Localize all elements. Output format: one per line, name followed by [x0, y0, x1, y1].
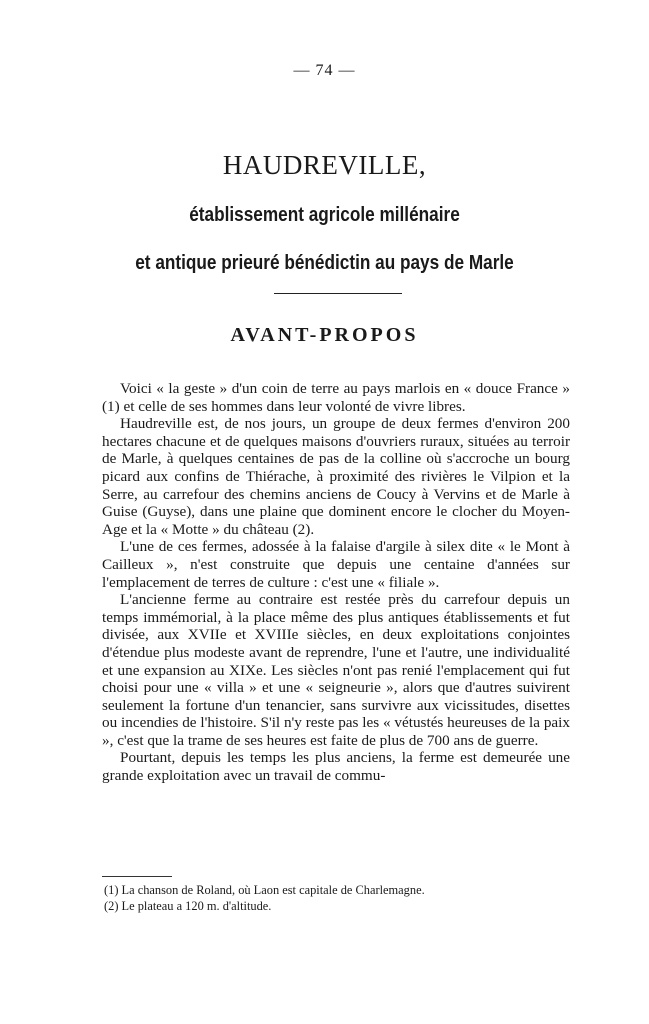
footnote: (1) La chanson de Roland, où Laon est capitale de Charlemagne. [104, 883, 425, 897]
body-text [102, 380, 570, 785]
footnote-divider [102, 876, 172, 877]
subtitle-line-1: établissement agricole millénaire [189, 204, 460, 226]
footnotes [104, 882, 570, 914]
section-heading: AVANT-PROPOS [230, 324, 419, 346]
paragraph: L'ancienne ferme au contraire est restée près du carrefour depuis un temps immémorial, à la place même des plus antiques établissements et fut divisée, aux XVIIe et XVIIIe siècles, en deux exploitations conjointes d'étendue plus modeste avant de reprendre, l'une et l'autre, une individualité et une expansion au XIXe. Les siècles n'ont pas renié l'emplacement qui fut choisi pour une « villa » et une « seigneurie », alors que d'autres suivirent seulement la fortune d'un tenancier, sans survivre aux vicissitudes, disettes ou incendies de l'histoire. S'il n'y reste pas les « vétustés heureuses de la paix », c'est que la trame de ses heures est faite de plus de 700 ans de guerre. [102, 591, 570, 749]
footnote: (2) Le plateau a 120 m. d'altitude. [104, 899, 272, 913]
document-title: HAUDREVILLE, [222, 150, 427, 180]
paragraph: Voici « la geste » d'un coin de terre au pays marlois en « douce France » (1) et celle de ses hommes dans leur volonté de vivre libres. [102, 380, 570, 415]
paragraph: Pourtant, depuis les temps les plus anciens, la ferme est demeurée une grande exploitation avec un travail de commu- [102, 749, 570, 785]
title-divider [274, 293, 402, 294]
paragraph: L'une de ces fermes, adossée à la falaise d'argile à silex dite « le Mont à Cailleux », n'est construite que depuis une centaine d'années sur l'emplacement de terres de culture : c'est une « filiale ». [102, 538, 570, 591]
subtitle-line-2: et antique prieuré bénédictin au pays de Marle [135, 252, 514, 274]
page-number: — 74 — [293, 62, 356, 79]
paragraph: Haudreville est, de nos jours, un groupe de deux fermes d'environ 200 hectares chacune et de quelques maisons d'ouvriers ruraux, situées au terroir de Marle, à quelques centaines de pas de la colline où s'accroche un bourg picard aux confins de Thiérache, à proximité des rivières le Vilpion et la Serre, au carrefour des chemins anciens de Coucy à Vervins et de Marle à Guise (Guyse), dans une plaine que dominent encore le clocher du Moyen-Age et la « Motte » du château (2). [102, 415, 570, 538]
